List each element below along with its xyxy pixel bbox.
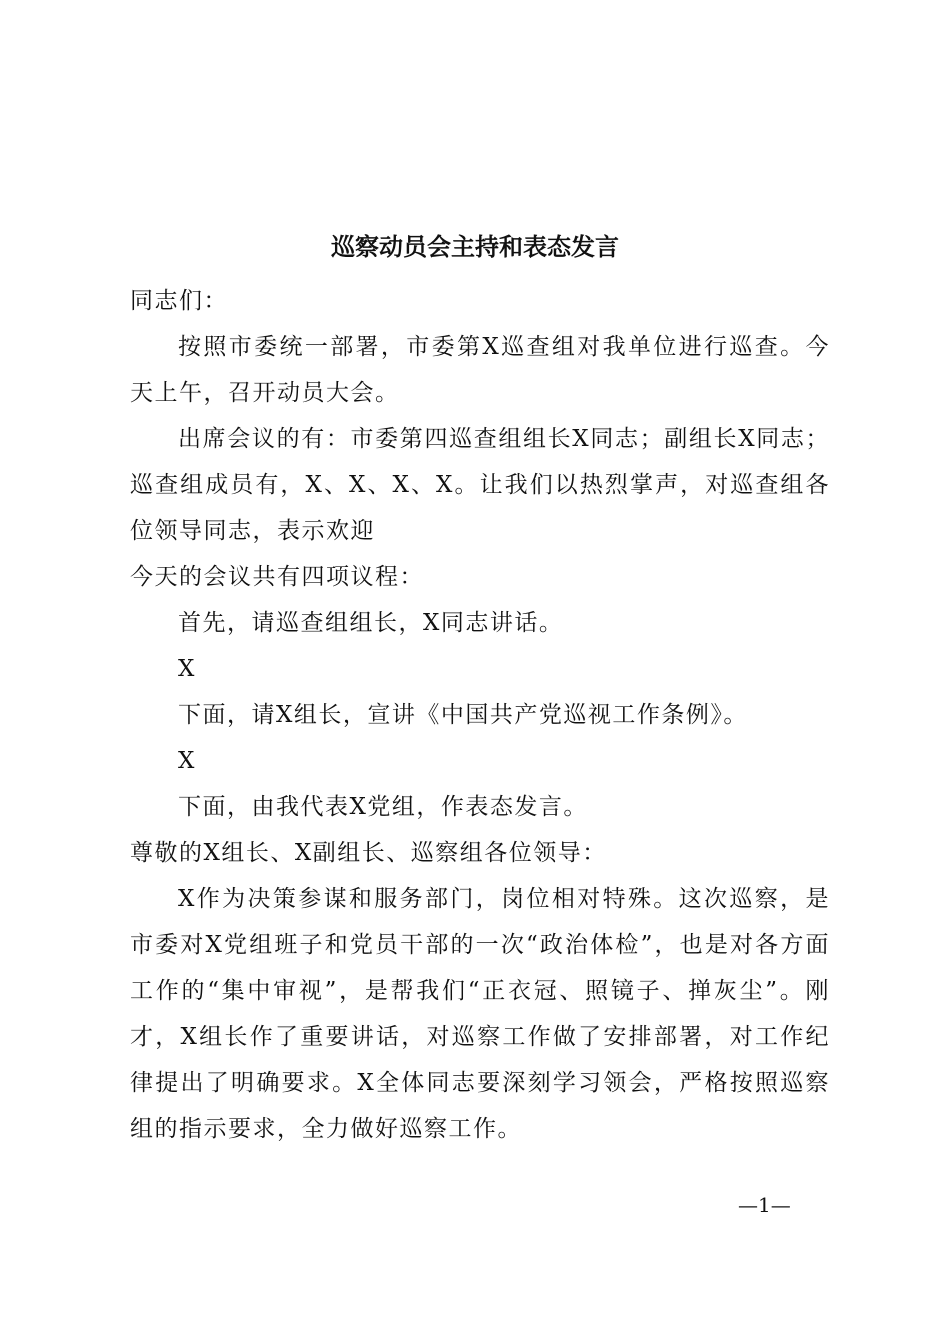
salutation: 同志们： — [130, 288, 228, 314]
agenda-item-second: 下面，请X组长，宣讲《中国共产党巡视工作条例》。 — [178, 702, 748, 728]
agenda-item-third: 下面，由我代表X党组，作表态发言。 — [178, 794, 588, 820]
paragraph-intro: 按照市委统一部署，市委第X巡查组对我单位进行巡查。今天上午，召开动员大会。 — [130, 334, 830, 406]
page-number: —1— — [738, 1193, 791, 1217]
paragraph-statement: X作为决策参谋和服务部门，岗位相对特殊。这次巡察，是市委对X党组班子和党员干部的一次“政治体检”，也是对各方面工作的“集中审视”，是帮我们“正衣冠、照镜子、掸灰尘”。刚才，X组长作了重要讲话，对巡察工作做了安排部署，对工作纪律提出了明确要求。X全体同志要深刻学习领会，严格按照巡察组的指示要求，全力做好巡察工作。 — [130, 886, 830, 1142]
page-title: 巡察动员会主持和表态发言 — [331, 232, 619, 261]
placeholder-line: X — [178, 656, 196, 682]
placeholder-line: X — [178, 748, 196, 774]
document-body — [130, 278, 830, 1152]
agenda-item-first: 首先，请巡查组组长，X同志讲话。 — [178, 610, 564, 636]
paragraph-attendees: 出席会议的有：市委第四巡查组组长X同志；副组长X同志；巡查组成员有，X、X、X、X。让我们以热烈掌声，对巡查组各位领导同志，表示欢迎 — [130, 426, 830, 544]
paragraph-agenda: 今天的会议共有四项议程： — [130, 564, 424, 590]
address-line: 尊敬的X组长、X副组长、巡察组各位领导： — [130, 840, 607, 866]
